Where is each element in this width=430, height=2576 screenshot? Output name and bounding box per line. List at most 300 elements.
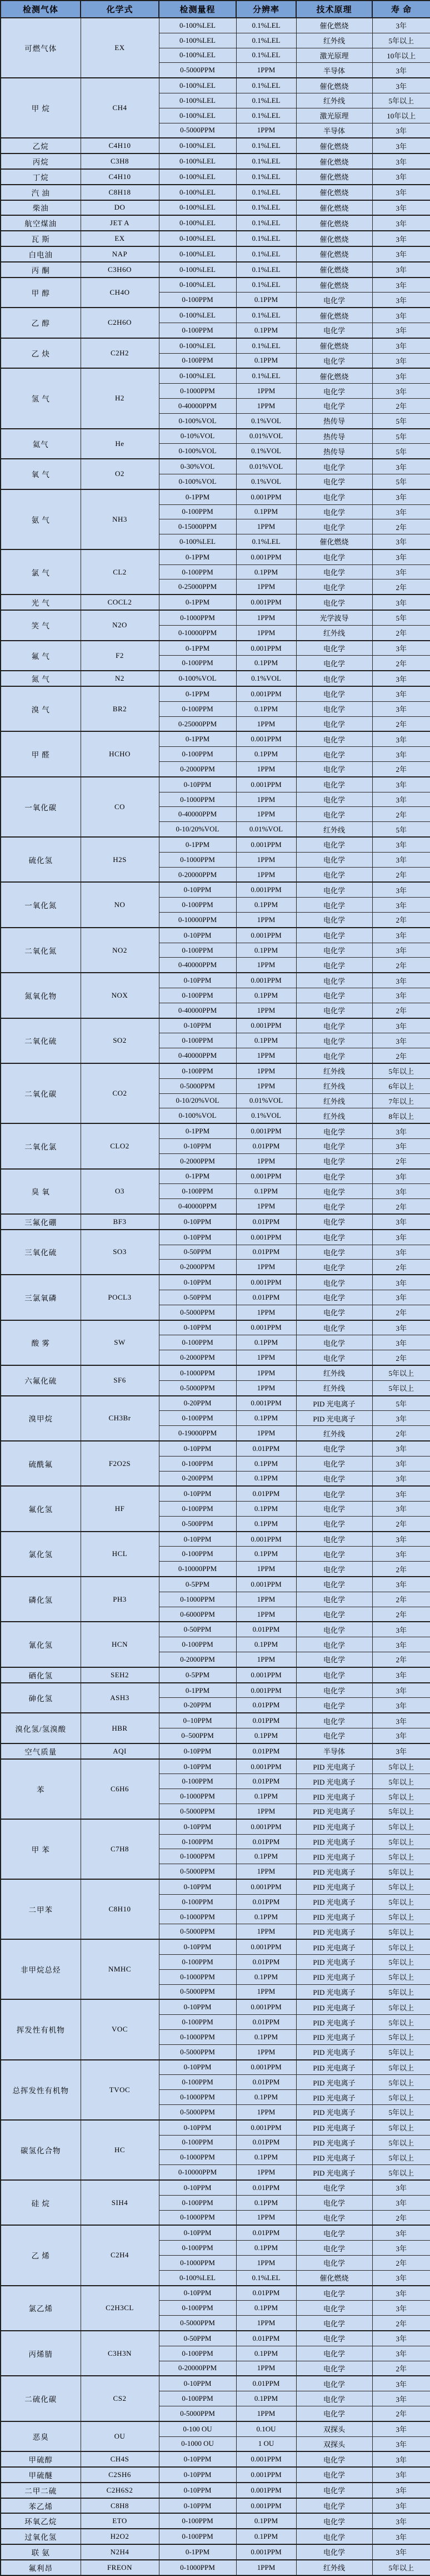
resolution-cell: 0.01PPM bbox=[236, 1138, 296, 1153]
principle-cell: 半导体 bbox=[296, 1743, 372, 1759]
life-cell: 3年 bbox=[372, 2483, 430, 2498]
resolution-cell: 0.1PPM bbox=[236, 323, 296, 338]
table-row bbox=[1, 1577, 430, 1592]
range-cell: 0-5000PPM bbox=[159, 1924, 236, 1939]
resolution-cell: 1PPM bbox=[236, 1607, 296, 1622]
range-cell: 0-10PPM bbox=[159, 1486, 236, 1501]
principle-cell: 红外线 bbox=[296, 1380, 372, 1395]
gas-name-cell: 二甲苯 bbox=[1, 1879, 81, 1939]
life-cell: 2年 bbox=[372, 1592, 430, 1607]
life-cell: 3年 bbox=[372, 1123, 430, 1138]
life-cell: 5年以上 bbox=[372, 1924, 430, 1939]
principle-cell: PID 光电离子 bbox=[296, 1804, 372, 1819]
table-row bbox=[1, 777, 430, 792]
table-row bbox=[1, 1365, 430, 1380]
life-cell: 3年 bbox=[372, 1169, 430, 1184]
life-cell: 2年 bbox=[372, 398, 430, 413]
life-cell: 3年 bbox=[372, 262, 430, 278]
principle-cell: 电化学 bbox=[296, 701, 372, 716]
range-cell: 0-5000PPM bbox=[159, 2316, 236, 2331]
resolution-cell: 0.1PPM bbox=[236, 1502, 296, 1517]
resolution-cell: 0.01PPM bbox=[236, 1441, 296, 1456]
resolution-cell: 0.01PPM bbox=[236, 1774, 296, 1789]
life-cell: 2年 bbox=[372, 519, 430, 534]
resolution-cell: 0.001PPM bbox=[236, 1939, 296, 1954]
formula-cell: HCN bbox=[81, 1622, 159, 1667]
range-cell: 0-1PPM bbox=[159, 595, 236, 610]
gas-name-cell: 空气质量 bbox=[1, 1743, 81, 1759]
table-header-row bbox=[1, 1, 430, 18]
life-cell: 5年以上 bbox=[372, 2165, 430, 2180]
principle-cell: 电化学 bbox=[296, 2316, 372, 2331]
gas-name-cell: 甲 醇 bbox=[1, 278, 81, 308]
resolution-cell: 0.001PPM bbox=[236, 1018, 296, 1033]
range-cell: 0-10PPM bbox=[159, 973, 236, 988]
principle-cell: 红外线 bbox=[296, 1426, 372, 1441]
life-cell: 3年 bbox=[372, 2346, 430, 2361]
life-cell: 2年 bbox=[372, 1260, 430, 1275]
range-cell: 0-100%LEL bbox=[159, 153, 236, 169]
range-cell: 0-100PPM bbox=[159, 1033, 236, 1048]
table-row bbox=[1, 2060, 430, 2075]
principle-cell: 电化学 bbox=[296, 519, 372, 534]
life-cell: 5年以上 bbox=[372, 1999, 430, 2014]
resolution-cell: 0.1OU bbox=[236, 2421, 296, 2436]
formula-cell: POCL3 bbox=[81, 1275, 159, 1320]
range-cell: 0-100PPM bbox=[159, 1502, 236, 1517]
principle-cell: 电化学 bbox=[296, 1199, 372, 1214]
principle-cell: 电化学 bbox=[296, 2376, 372, 2391]
range-cell: 0-100PPM bbox=[159, 2135, 236, 2150]
range-cell: 0-25000PPM bbox=[159, 716, 236, 731]
resolution-cell: 1PPM bbox=[236, 2044, 296, 2059]
range-cell: 0-10PPM bbox=[159, 1018, 236, 1033]
principle-cell: 电化学 bbox=[296, 2225, 372, 2240]
resolution-cell: 0.1PPM bbox=[236, 1471, 296, 1486]
formula-cell: ETO bbox=[81, 2513, 159, 2529]
formula-cell: CH4 bbox=[81, 78, 159, 138]
principle-cell: 电化学 bbox=[296, 1652, 372, 1667]
principle-cell: 电化学 bbox=[296, 762, 372, 777]
resolution-cell: 0.01%VOL bbox=[236, 1093, 296, 1108]
principle-cell: PID 光电离子 bbox=[296, 2075, 372, 2090]
range-cell: 0-10PPM bbox=[159, 2376, 236, 2391]
life-cell: 3年 bbox=[372, 549, 430, 564]
range-cell: 0-10PPM bbox=[159, 2467, 236, 2483]
principle-cell: 电化学 bbox=[296, 1123, 372, 1138]
table-row bbox=[1, 169, 430, 185]
resolution-cell: 1PPM bbox=[236, 1562, 296, 1577]
table-row bbox=[1, 595, 430, 610]
life-cell: 6年以上 bbox=[372, 1078, 430, 1093]
principle-cell: 电化学 bbox=[296, 1138, 372, 1153]
table-row bbox=[1, 1667, 430, 1683]
gas-name-cell: 可燃气体 bbox=[1, 18, 81, 78]
table-row bbox=[1, 1819, 430, 1834]
gas-name-cell: 氟化氢 bbox=[1, 1486, 81, 1531]
life-cell: 10年以上 bbox=[372, 108, 430, 123]
principle-cell: PID 光电离子 bbox=[296, 2150, 372, 2165]
resolution-cell: 0.1PPM bbox=[236, 1728, 296, 1743]
principle-cell: PID 光电离子 bbox=[296, 1939, 372, 1954]
life-cell: 3年 bbox=[372, 2270, 430, 2285]
column-header: 检测量程 bbox=[159, 1, 236, 18]
range-cell: 0-5000PPM bbox=[159, 63, 236, 78]
resolution-cell: 1PPM bbox=[236, 807, 296, 822]
resolution-cell: 0.1PPM bbox=[236, 2391, 296, 2406]
principle-cell: 电化学 bbox=[296, 958, 372, 973]
resolution-cell: 0.1%LEL bbox=[236, 93, 296, 108]
resolution-cell: 1PPM bbox=[236, 1063, 296, 1078]
gas-name-cell: 氦气 bbox=[1, 429, 81, 459]
principle-cell: 电化学 bbox=[296, 882, 372, 897]
resolution-cell: 1PPM bbox=[236, 1864, 296, 1879]
table-row bbox=[1, 185, 430, 200]
table-row bbox=[1, 1214, 430, 1230]
resolution-cell: 0.1%LEL bbox=[236, 2270, 296, 2285]
resolution-cell: 0.1%LEL bbox=[236, 368, 296, 383]
formula-cell: CO bbox=[81, 777, 159, 837]
principle-cell: 电化学 bbox=[296, 1667, 372, 1683]
formula-cell: TVOC bbox=[81, 2060, 159, 2120]
range-cell: 0-10PPM bbox=[159, 1441, 236, 1456]
range-cell: 0-40000PPM bbox=[159, 1199, 236, 1214]
resolution-cell: 0.1%LEL bbox=[236, 338, 296, 353]
formula-cell: C4H10 bbox=[81, 138, 159, 153]
life-cell: 2年 bbox=[372, 625, 430, 640]
formula-cell: BR2 bbox=[81, 686, 159, 731]
range-cell: 0-1000PPM bbox=[159, 852, 236, 867]
resolution-cell: 0.1PPM bbox=[236, 1335, 296, 1350]
gas-name-cell: 苯乙烯 bbox=[1, 2498, 81, 2514]
range-cell: 0-10000PPM bbox=[159, 625, 236, 640]
range-cell: 0-5000PPM bbox=[159, 1804, 236, 1819]
range-cell: 0-5000PPM bbox=[159, 1984, 236, 1999]
formula-cell: CL2 bbox=[81, 549, 159, 595]
principle-cell: 电化学 bbox=[296, 1592, 372, 1607]
life-cell: 3年 bbox=[372, 338, 430, 353]
principle-cell: 电化学 bbox=[296, 1214, 372, 1230]
range-cell: 0-100PPM bbox=[159, 2195, 236, 2210]
range-cell: 0-100%LEL bbox=[159, 169, 236, 185]
range-cell: 0-1PPM bbox=[159, 1169, 236, 1184]
resolution-cell: 0.001PPM bbox=[236, 2467, 296, 2483]
range-cell: 0-100PPM bbox=[159, 1456, 236, 1471]
gas-name-cell: 柴油 bbox=[1, 200, 81, 216]
principle-cell: 催化燃烧 bbox=[296, 368, 372, 383]
resolution-cell: 1PPM bbox=[236, 958, 296, 973]
range-cell: 0-100PPM bbox=[159, 943, 236, 958]
range-cell: 0-5000PPM bbox=[159, 2044, 236, 2059]
range-cell: 0-10PPM bbox=[159, 777, 236, 792]
gas-name-cell: 二氧化氯 bbox=[1, 1123, 81, 1168]
table-row bbox=[1, 2483, 430, 2498]
formula-cell: VOC bbox=[81, 1999, 159, 2059]
formula-cell: CS2 bbox=[81, 2376, 159, 2421]
formula-cell: SW bbox=[81, 1320, 159, 1365]
life-cell: 3年 bbox=[372, 928, 430, 943]
life-cell: 3年 bbox=[372, 2180, 430, 2195]
range-cell: 0-100%LEL bbox=[159, 108, 236, 123]
range-cell: 0-10PPM bbox=[159, 1230, 236, 1245]
life-cell: 3年 bbox=[372, 2225, 430, 2240]
principle-cell: 电化学 bbox=[296, 504, 372, 519]
principle-cell: PID 光电离子 bbox=[296, 2165, 372, 2180]
table-row bbox=[1, 215, 430, 231]
principle-cell: 电化学 bbox=[296, 1184, 372, 1199]
principle-cell: PID 光电离子 bbox=[296, 1984, 372, 1999]
resolution-cell: 0.1PPM bbox=[236, 2346, 296, 2361]
principle-cell: 电化学 bbox=[296, 747, 372, 762]
principle-cell: 光学波导 bbox=[296, 610, 372, 625]
resolution-cell: 0.01PPM bbox=[236, 1245, 296, 1260]
life-cell: 5年以上 bbox=[372, 2120, 430, 2135]
resolution-cell: 0.1PPM bbox=[236, 1637, 296, 1652]
life-cell: 5年以上 bbox=[372, 33, 430, 48]
range-cell: 0-100PPM bbox=[159, 323, 236, 338]
resolution-cell: 0.1%LEL bbox=[236, 18, 296, 33]
formula-cell: SF6 bbox=[81, 1365, 159, 1396]
life-cell: 2年 bbox=[372, 1199, 430, 1214]
life-cell: 3年 bbox=[372, 185, 430, 200]
principle-cell: 电化学 bbox=[296, 731, 372, 746]
range-cell: 0-100PPM bbox=[159, 2241, 236, 2256]
range-cell: 0-100%LEL bbox=[159, 215, 236, 231]
range-cell: 0-50PPM bbox=[159, 1290, 236, 1305]
range-cell: 0-50PPM bbox=[159, 1245, 236, 1260]
principle-cell: 电化学 bbox=[296, 2406, 372, 2421]
table-row bbox=[1, 1169, 430, 1184]
principle-cell: 电化学 bbox=[296, 1033, 372, 1048]
table-row bbox=[1, 928, 430, 943]
principle-cell: 电化学 bbox=[296, 459, 372, 474]
life-cell: 3年 bbox=[372, 2376, 430, 2391]
principle-cell: 红外线 bbox=[296, 1365, 372, 1380]
range-cell: 0-1000PPM bbox=[159, 2090, 236, 2105]
range-cell: 0-10PPM bbox=[159, 1275, 236, 1290]
resolution-cell: 0.01PPM bbox=[236, 2376, 296, 2391]
principle-cell: 电化学 bbox=[296, 384, 372, 399]
range-cell: 0-10PPM bbox=[159, 882, 236, 897]
gas-name-cell: 恶臭 bbox=[1, 2421, 81, 2452]
principle-cell: 激光原理 bbox=[296, 108, 372, 123]
range-cell: 0-10PPM bbox=[159, 1214, 236, 1230]
formula-cell: JET A bbox=[81, 215, 159, 231]
range-cell: 0-100PPM bbox=[159, 701, 236, 716]
resolution-cell: 0.001PPM bbox=[236, 1532, 296, 1547]
principle-cell: 电化学 bbox=[296, 671, 372, 686]
range-cell: 0-10PPM bbox=[159, 1999, 236, 2014]
formula-cell: C2H6S2 bbox=[81, 2483, 159, 2498]
resolution-cell: 0.1PPM bbox=[236, 1411, 296, 1426]
table-row bbox=[1, 262, 430, 278]
principle-cell: PID 光电离子 bbox=[296, 1834, 372, 1849]
life-cell: 2年 bbox=[372, 579, 430, 595]
formula-cell: HCL bbox=[81, 1532, 159, 1577]
life-cell: 3年 bbox=[372, 1577, 430, 1592]
life-cell: 3年 bbox=[372, 2391, 430, 2406]
resolution-cell: 0.001PPM bbox=[236, 973, 296, 988]
range-cell: 0-10PPM bbox=[159, 2498, 236, 2514]
principle-cell: 电化学 bbox=[296, 1532, 372, 1547]
range-cell: 0-100%LEL bbox=[159, 534, 236, 549]
life-cell: 5年 bbox=[372, 429, 430, 444]
principle-cell: 热传导 bbox=[296, 429, 372, 444]
life-cell: 3年 bbox=[372, 701, 430, 716]
table-row bbox=[1, 1275, 430, 1290]
resolution-cell: 0.1PPM bbox=[236, 988, 296, 1003]
range-cell: 0-100PPM bbox=[159, 2529, 236, 2544]
range-cell: 0-100PPM bbox=[159, 1335, 236, 1350]
range-cell: 0-100PPM bbox=[159, 1547, 236, 1562]
range-cell: 0-50PPM bbox=[159, 2331, 236, 2346]
formula-cell: NOX bbox=[81, 973, 159, 1018]
formula-cell: C3H8 bbox=[81, 153, 159, 169]
resolution-cell: 1PPM bbox=[236, 579, 296, 595]
resolution-cell: 1PPM bbox=[236, 625, 296, 640]
life-cell: 3年 bbox=[372, 459, 430, 474]
life-cell: 3年 bbox=[372, 534, 430, 549]
principle-cell: 电化学 bbox=[296, 2241, 372, 2256]
gas-name-cell: 二氧化硫 bbox=[1, 1018, 81, 1063]
gas-name-cell: 乙 炔 bbox=[1, 338, 81, 369]
range-cell: 0-200PPM bbox=[159, 1471, 236, 1486]
formula-cell: F2O2S bbox=[81, 1441, 159, 1486]
resolution-cell: 0.1%LEL bbox=[236, 278, 296, 293]
life-cell: 3年 bbox=[372, 18, 430, 33]
resolution-cell: 0.1PPM bbox=[236, 1969, 296, 1984]
resolution-cell: 0.1PPM bbox=[236, 747, 296, 762]
life-cell: 3年 bbox=[372, 988, 430, 1003]
table-row bbox=[1, 2513, 430, 2529]
life-cell: 5年以上 bbox=[372, 1894, 430, 1909]
life-cell: 3年 bbox=[372, 1471, 430, 1486]
life-cell: 5年以上 bbox=[372, 2135, 430, 2150]
range-cell: 0-1000PPM bbox=[159, 1969, 236, 1984]
range-cell: 0-5000PPM bbox=[159, 2104, 236, 2119]
range-cell: 0-40000PPM bbox=[159, 958, 236, 973]
range-cell: 0-1PPM bbox=[159, 2544, 236, 2560]
range-cell: 0-1000PPM bbox=[159, 2560, 236, 2575]
resolution-cell: 0.1%LEL bbox=[236, 215, 296, 231]
table-row bbox=[1, 308, 430, 323]
table-row bbox=[1, 2544, 430, 2560]
formula-cell: N2 bbox=[81, 671, 159, 686]
formula-cell: He bbox=[81, 429, 159, 459]
resolution-cell: 0.1%LEL bbox=[236, 108, 296, 123]
principle-cell: 电化学 bbox=[296, 807, 372, 822]
table-row bbox=[1, 338, 430, 353]
gas-name-cell: 丙 酮 bbox=[1, 262, 81, 278]
resolution-cell: 0.001PPM bbox=[236, 2498, 296, 2514]
resolution-cell: 0.1PPM bbox=[236, 504, 296, 519]
formula-cell: C3H3N bbox=[81, 2331, 159, 2376]
resolution-cell: 1PPM bbox=[236, 2104, 296, 2119]
life-cell: 5年 bbox=[372, 444, 430, 459]
range-cell: 0-100PPM bbox=[159, 1411, 236, 1426]
principle-cell: 电化学 bbox=[296, 2513, 372, 2529]
resolution-cell: 0.1PPM bbox=[236, 353, 296, 368]
table-row bbox=[1, 1743, 430, 1759]
resolution-cell: 1PPM bbox=[236, 2255, 296, 2270]
resolution-cell: 0.001PPM bbox=[236, 731, 296, 746]
table-row bbox=[1, 1441, 430, 1456]
principle-cell: 半导体 bbox=[296, 123, 372, 138]
life-cell: 3年 bbox=[372, 1532, 430, 1547]
resolution-cell: 0.1%LEL bbox=[236, 48, 296, 63]
resolution-cell: 0.1PPM bbox=[236, 1849, 296, 1864]
principle-cell: 电化学 bbox=[296, 1290, 372, 1305]
life-cell: 2年 bbox=[372, 1350, 430, 1365]
principle-cell: 电化学 bbox=[296, 2195, 372, 2210]
range-cell: 0-10PPM bbox=[159, 1819, 236, 1834]
range-cell: 0-10PPM bbox=[159, 1320, 236, 1335]
formula-cell: CO2 bbox=[81, 1063, 159, 1123]
table-row bbox=[1, 549, 430, 564]
gas-name-cell: 硅 烷 bbox=[1, 2180, 81, 2225]
table-row bbox=[1, 1018, 430, 1033]
formula-cell: DO bbox=[81, 200, 159, 216]
resolution-cell: 0.01PPM bbox=[236, 1214, 296, 1230]
life-cell: 3年 bbox=[372, 2421, 430, 2436]
life-cell: 3年 bbox=[372, 595, 430, 610]
range-cell: 0-1000PPM bbox=[159, 384, 236, 399]
principle-cell: PID 光电离子 bbox=[296, 1774, 372, 1789]
range-cell: 0-5000PPM bbox=[159, 1380, 236, 1395]
principle-cell: 电化学 bbox=[296, 716, 372, 731]
range-cell: 0-100PPM bbox=[159, 1834, 236, 1849]
principle-cell: 电化学 bbox=[296, 2391, 372, 2406]
life-cell: 5年以上 bbox=[372, 1939, 430, 1954]
resolution-cell: 1PPM bbox=[236, 716, 296, 731]
life-cell: 5年以上 bbox=[372, 1789, 430, 1804]
principle-cell: 电化学 bbox=[296, 1018, 372, 1033]
life-cell: 3年 bbox=[372, 2195, 430, 2210]
range-cell: 0-10PPM bbox=[159, 928, 236, 943]
principle-cell: 电化学 bbox=[296, 852, 372, 867]
gas-name-cell: 硫酰氟 bbox=[1, 1441, 81, 1486]
formula-cell: O2 bbox=[81, 459, 159, 489]
principle-cell: 电化学 bbox=[296, 1275, 372, 1290]
principle-cell: PID 光电离子 bbox=[296, 1849, 372, 1864]
table-row bbox=[1, 671, 430, 686]
resolution-cell: 0.1PPM bbox=[236, 1033, 296, 1048]
life-cell: 2年 bbox=[372, 1607, 430, 1622]
resolution-cell: 0.1PPM bbox=[236, 2529, 296, 2544]
life-cell: 2年 bbox=[372, 1516, 430, 1531]
gas-name-cell: 甲 醛 bbox=[1, 731, 81, 776]
principle-cell: 电化学 bbox=[296, 1003, 372, 1018]
table-row bbox=[1, 459, 430, 474]
principle-cell: 催化燃烧 bbox=[296, 18, 372, 33]
resolution-cell: 1PPM bbox=[236, 398, 296, 413]
range-cell: 0-100PPM bbox=[159, 747, 236, 762]
resolution-cell: 0.001PPM bbox=[236, 641, 296, 656]
resolution-cell: 1PPM bbox=[236, 1804, 296, 1819]
principle-cell: 电化学 bbox=[296, 1153, 372, 1168]
resolution-cell: 0.01PPM bbox=[236, 2075, 296, 2090]
formula-cell: HC bbox=[81, 2120, 159, 2180]
range-cell: 0-19000PPM bbox=[159, 1426, 236, 1441]
resolution-cell: 0.01PPM bbox=[236, 1486, 296, 1501]
principle-cell: 电化学 bbox=[296, 2331, 372, 2346]
principle-cell: 电化学 bbox=[296, 1622, 372, 1637]
table-row bbox=[1, 2225, 430, 2240]
life-cell: 3年 bbox=[372, 1245, 430, 1260]
resolution-cell: 0.001PPM bbox=[236, 489, 296, 504]
life-cell: 3年 bbox=[372, 1667, 430, 1683]
resolution-cell: 1PPM bbox=[236, 867, 296, 882]
